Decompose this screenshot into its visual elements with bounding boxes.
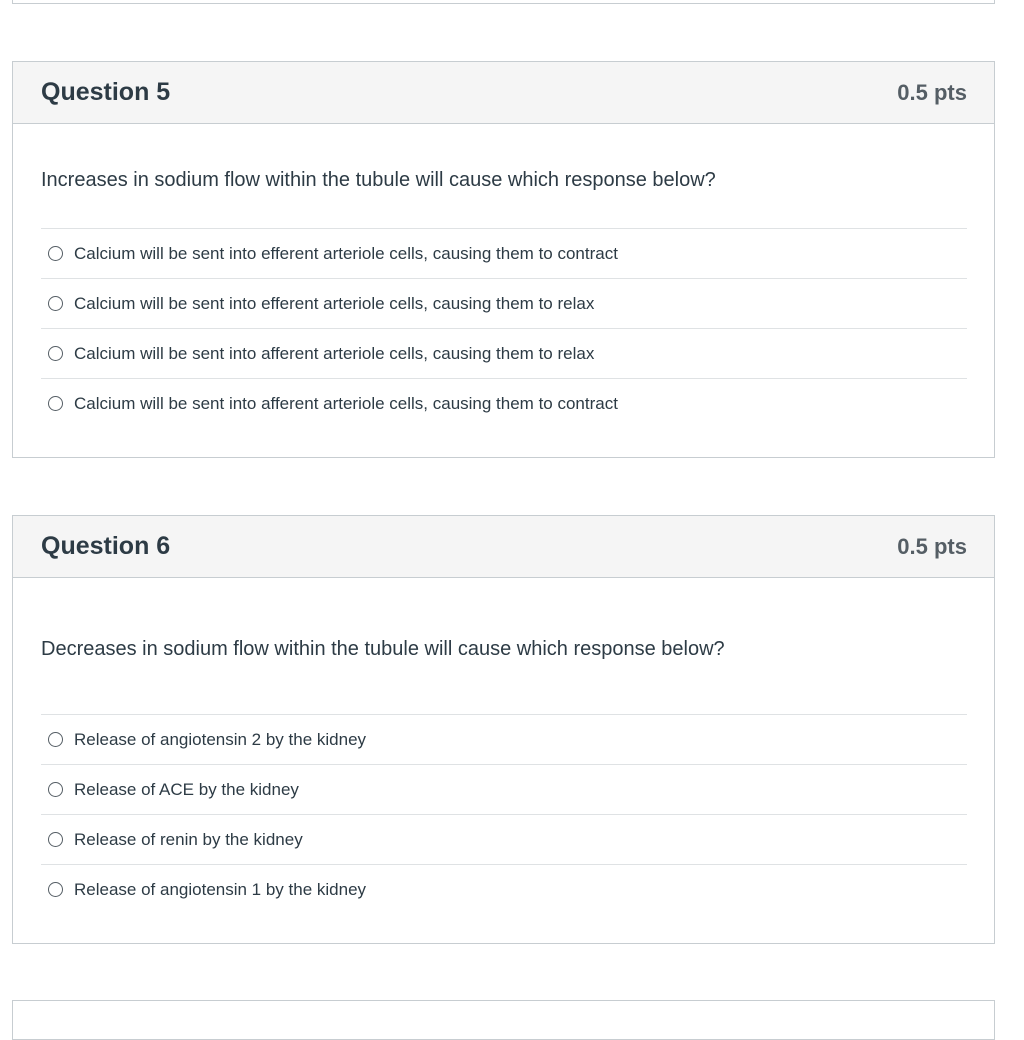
next-question-card (12, 1000, 995, 1040)
question-points: 0.5 pts (897, 533, 967, 559)
answer-option[interactable] (41, 328, 967, 378)
previous-question-card (12, 0, 995, 4)
answer-label: Release of angiotensin 1 by the kidney (74, 879, 367, 899)
question-card-6 (12, 515, 995, 944)
question-title: Question 5 (41, 78, 171, 106)
radio-button-icon[interactable] (48, 296, 63, 311)
radio-button-icon[interactable] (48, 396, 63, 411)
answer-label: Release of angiotensin 2 by the kidney (74, 729, 367, 749)
radio-button-icon[interactable] (48, 832, 63, 847)
answer-label: Calcium will be sent into efferent arteriole cells, causing them to relax (74, 293, 595, 313)
radio-button-icon[interactable] (48, 246, 63, 261)
answer-label: Release of ACE by the kidney (74, 779, 299, 799)
question-card-5 (12, 61, 995, 458)
answer-label: Calcium will be sent into afferent arteriole cells, causing them to relax (74, 343, 595, 363)
question-header (13, 516, 994, 578)
question-header (13, 62, 994, 124)
radio-button-icon[interactable] (48, 882, 63, 897)
answer-option[interactable] (41, 228, 967, 278)
question-title: Question 6 (41, 532, 171, 560)
radio-button-icon[interactable] (48, 346, 63, 361)
answer-option[interactable] (41, 278, 967, 328)
answer-option[interactable] (41, 714, 967, 764)
answer-list (41, 714, 967, 914)
question-body (13, 637, 994, 914)
question-body (13, 168, 994, 428)
answer-list (41, 228, 967, 428)
question-prompt: Increases in sodium flow within the tubule will cause which response below? (41, 169, 716, 191)
answer-option[interactable] (41, 764, 967, 814)
answer-label: Calcium will be sent into afferent arteriole cells, causing them to contract (74, 393, 618, 413)
answer-label: Release of renin by the kidney (74, 829, 303, 849)
answer-option[interactable] (41, 814, 967, 864)
question-points: 0.5 pts (897, 79, 967, 105)
answer-label: Calcium will be sent into efferent arteriole cells, causing them to contract (74, 243, 618, 263)
question-prompt: Decreases in sodium flow within the tubule will cause which response below? (41, 638, 725, 660)
answer-option[interactable] (41, 378, 967, 428)
answer-option[interactable] (41, 864, 967, 914)
radio-button-icon[interactable] (48, 732, 63, 747)
radio-button-icon[interactable] (48, 782, 63, 797)
